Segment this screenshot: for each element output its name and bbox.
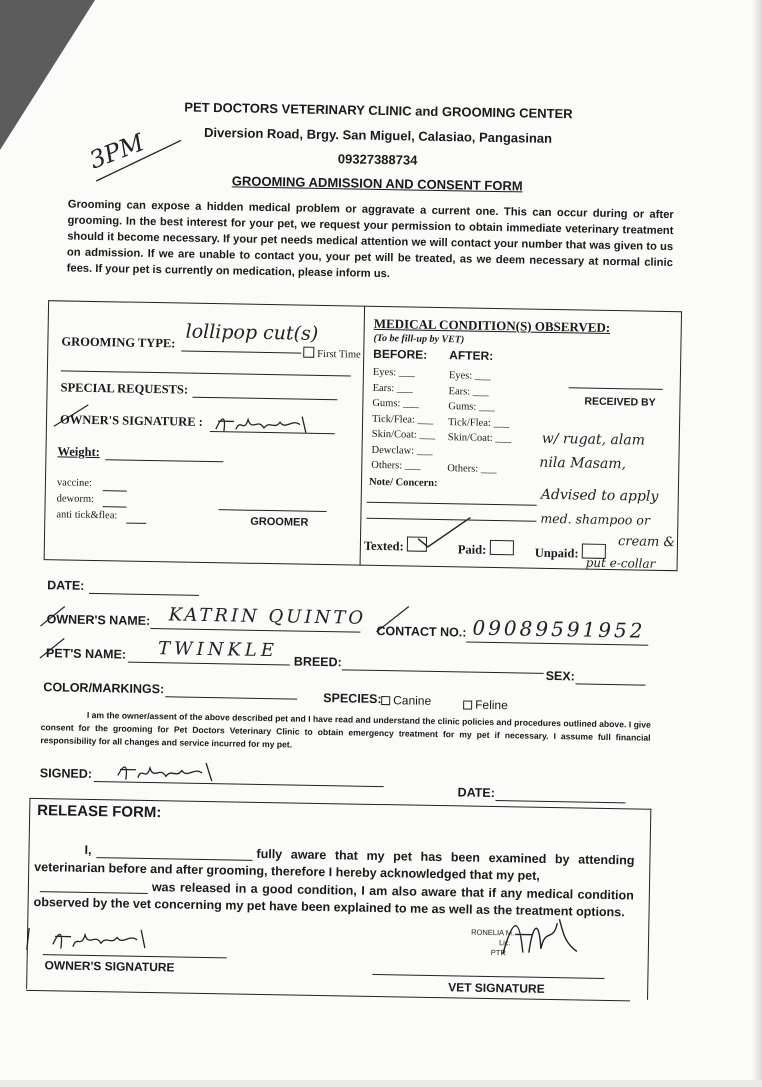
- handwritten-time: 3PM: [85, 128, 148, 175]
- after-item: Ears: ___: [448, 385, 489, 398]
- sex-label: SEX:: [545, 668, 575, 684]
- grooming-type-label: GROOMING TYPE:: [61, 334, 176, 351]
- vet-signature-label: VET SIGNATURE: [448, 980, 545, 996]
- paid-field[interactable]: [458, 539, 517, 558]
- before-label: BEFORE:: [373, 346, 428, 362]
- color-label: COLOR/MARKINGS:: [43, 680, 165, 697]
- handwritten-note-3: Advised to apply: [540, 486, 659, 505]
- breed-label: BREED:: [293, 654, 342, 670]
- owner-signature-label: OWNER'S SIGNATURE :: [59, 412, 204, 429]
- special-requests-label: SPECIAL REQUESTS:: [60, 380, 189, 397]
- unpaid-label: Unpaid:: [534, 545, 579, 561]
- handwritten-note-6: put e-collar: [585, 555, 656, 571]
- owner-label-strike: [52, 402, 92, 429]
- release-owner-signature-mark: [23, 920, 174, 957]
- release-text-body-2: was released in a good condition, I am also aware that if any medical condition observed by the vet concerning my pet have been explained to me as well as the treatment options.: [33, 880, 634, 920]
- canine-option[interactable]: [381, 693, 431, 708]
- after-item: Skin/Coat: ___: [447, 432, 512, 445]
- vet-stamp-ptr: PTR: [490, 947, 506, 958]
- feline-label: Feline: [475, 697, 508, 713]
- before-item: Gums: ___: [372, 397, 419, 410]
- pet-name-value[interactable]: TWINKLE: [157, 638, 279, 662]
- first-time-checkbox[interactable]: [303, 347, 361, 361]
- pet-name-strike: [38, 634, 68, 661]
- pet-name-label: PET'S NAME:: [45, 646, 127, 662]
- anti-tick-label: anti tick&flea:: [56, 509, 118, 522]
- groomer-label: GROOMER: [250, 515, 309, 529]
- release-owner-signature-label: OWNER'S SIGNATURE: [44, 958, 175, 975]
- vaccine-label: vaccine:: [56, 477, 93, 489]
- first-time-label: First Time: [317, 348, 361, 361]
- owner-name-strike: [38, 602, 68, 629]
- handwritten-note-1: w/ rugat, alam: [541, 430, 646, 449]
- signed-label: SIGNED:: [39, 766, 93, 782]
- clinic-name: PET DOCTORS VETERINARY CLINIC and GROOMING CENTER: [184, 99, 573, 122]
- release-title: RELEASE FORM:: [37, 802, 162, 822]
- vet-signature-mark: [490, 912, 584, 962]
- paid-label: Paid:: [457, 542, 487, 557]
- deworm-label: deworm:: [56, 493, 95, 506]
- signed-signature-mark: [114, 757, 234, 787]
- vet-stamp-lic: Lic.: [498, 938, 511, 948]
- texted-label: Texted:: [363, 538, 404, 554]
- owner-name-value[interactable]: KATRIN QUINTO: [168, 604, 367, 629]
- vet-stamp-name: RONELIA M.: [471, 927, 515, 938]
- after-list: [447, 368, 512, 478]
- sex-line: [576, 683, 646, 685]
- release-text-i: I,: [84, 842, 92, 858]
- pet-name-line: [128, 662, 290, 666]
- date-label: DATE:: [47, 578, 85, 593]
- before-item: Ears: ___: [372, 382, 413, 395]
- feline-option[interactable]: [463, 697, 508, 712]
- release-text-body: fully aware that my pet has been examined by attending veterinarian before and after grooming, therefore I hereby acknowledged that my pet,: [34, 846, 635, 883]
- after-item: Eyes: ___: [448, 370, 491, 382]
- after-item: Others: ___: [447, 463, 497, 476]
- after-label: AFTER:: [449, 348, 494, 363]
- owner-signature-mark: [212, 409, 322, 439]
- contact-strike: [374, 604, 411, 635]
- medical-subtitle: (To be fill-up by VET): [373, 332, 465, 346]
- form-title: GROOMING ADMISSION AND CONSENT FORM: [231, 173, 523, 194]
- owner-name-label: OWNER'S NAME:: [46, 612, 151, 629]
- color-line: [165, 696, 297, 699]
- received-by-label: RECEIVED BY: [584, 395, 656, 409]
- grooming-type-value[interactable]: lollipop cut(s): [185, 320, 319, 345]
- owner-name-line: [150, 628, 360, 633]
- medical-title: MEDICAL CONDITION(S) OBSERVED:: [373, 315, 611, 335]
- after-item: Tick/Flea: ___: [447, 416, 510, 429]
- handwritten-note-4: med. shampoo or: [540, 510, 651, 528]
- consent-text: I am the owner/assent of the above described pet and I have read and understand the clinic policies and procedures outlined above. I give consent for the grooming for Pet Doctors Veterinary Clinic to obtain emergency treatment for my pet if necessary. I assume full financial responsibility for all changes and service incurred for my pet.: [40, 709, 651, 750]
- before-item: Eyes: ___: [372, 366, 415, 379]
- handwritten-note-2: nila Masam,: [539, 454, 627, 473]
- weight-label: Weight:: [57, 444, 100, 460]
- before-item: Dewclaw: ___: [371, 444, 433, 457]
- before-list: [371, 365, 436, 475]
- before-item: Others: ___: [371, 459, 421, 472]
- handwritten-note-5: cream &: [617, 534, 676, 551]
- species-label: SPECIES:: [323, 691, 382, 707]
- unpaid-field[interactable]: [535, 543, 609, 562]
- before-item: Skin/Coat: ___: [371, 428, 436, 441]
- after-item: Gums: ___: [448, 401, 495, 413]
- clinic-address: Diversion Road, Brgy. San Miguel, Calasiao, Pangasinan: [203, 124, 553, 146]
- contact-value[interactable]: 09089591952: [472, 615, 646, 643]
- signed-date-label: DATE:: [457, 785, 495, 801]
- before-item: Tick/Flea: ___: [372, 413, 434, 426]
- breed-line: [342, 669, 544, 674]
- date-line: [89, 593, 199, 596]
- clinic-phone: 09327388734: [337, 151, 418, 168]
- contact-label: CONTACT NO.:: [376, 623, 467, 640]
- canine-label: Canine: [393, 693, 432, 708]
- note-label: Note/ Concern:: [368, 476, 438, 489]
- signed-date-line: [495, 800, 625, 803]
- time-underline: [94, 135, 185, 187]
- intro-paragraph: Grooming can expose a hidden medical problem or aggravate a current one. This can occur during or after grooming. In the best interest for your pet, we request your permission to obtain immediate veterinary treatment should it become necessary. If your pet needs medical attention we will contact your number that was given to us on admission. If we are unable to contact you, your pet will be treated, as we deem necessary at normal clinic fees. If your pet is currently on medication, please inform us.: [66, 198, 674, 281]
